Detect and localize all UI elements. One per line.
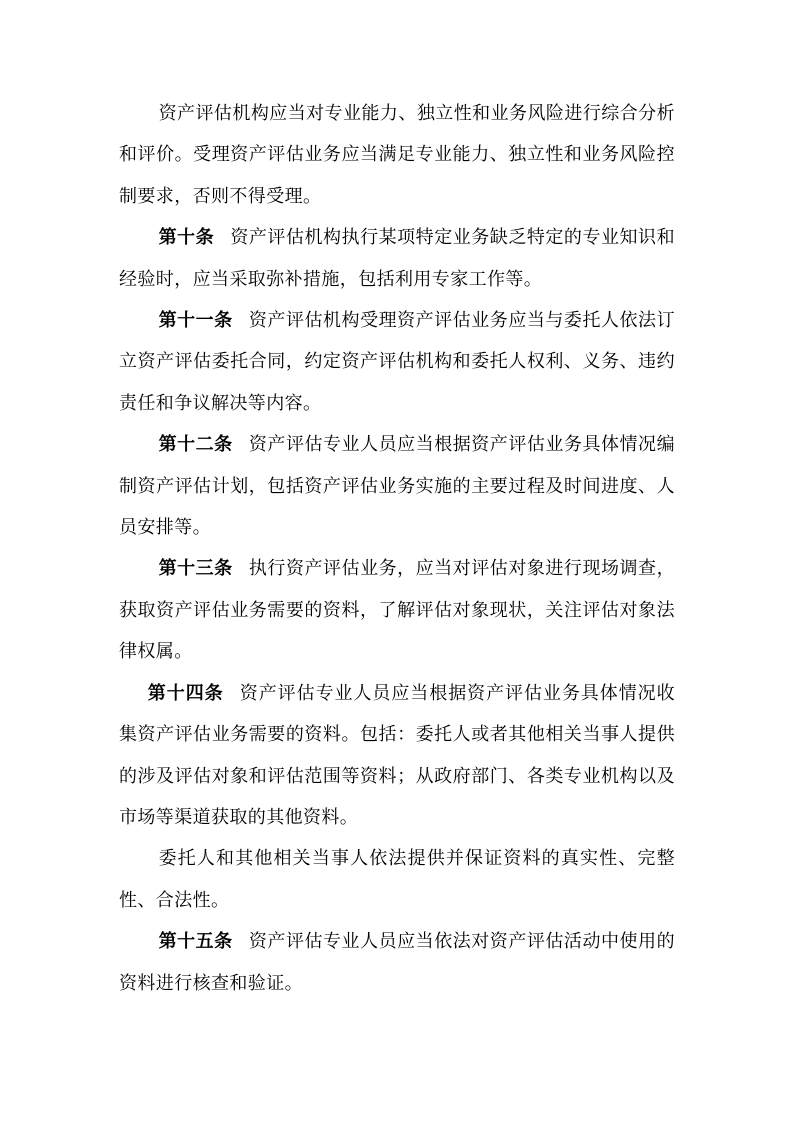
article-14 [119,673,675,839]
article-10-text: 资产评估机构执行某项特定业务缺乏特定的专业知识和经验时，应当采取弥补措施，包括利用专家工作等。 [119,227,675,290]
article-12-text: 资产评估专业人员应当根据资产评估业务具体情况编制资产评估计划，包括资产评估业务实施的主要过程及时间进度、人员安排等。 [119,434,675,539]
paragraph-text: 资产评估机构应当对专业能力、独立性和业务风险进行综合分析和评价。受理资产评估业务应当满足专业能力、独立性和业务风险控制要求，否则不得受理。 [119,103,675,207]
article-15 [119,921,675,1004]
article-10-heading: 第十条 [158,227,215,249]
article-13 [119,548,675,672]
article-14-text: 资产评估专业人员应当根据资产评估业务具体情况收集资产评估业务需要的资料。包括：委托人或者其他相关当事人提供的涉及评估对象和评估范围等资料；从政府部门、各类专业机构以及市场等渠道获取的其他资料。 [119,682,675,828]
article-13-heading: 第十三条 [158,558,233,580]
article-15-text: 资产评估专业人员应当依法对资产评估活动中使用的资料进行核查和验证。 [119,931,675,994]
paragraph-client-obligation [119,838,675,921]
article-12-heading: 第十二条 [158,434,233,456]
article-12 [119,424,675,548]
article-13-text: 执行资产评估业务，应当对评估对象进行现场调查，获取资产评估业务需要的资料，了解评估对象现状，关注评估对象法律权属。 [119,558,675,663]
article-10 [119,217,675,300]
article-11-text: 资产评估机构受理资产评估业务应当与委托人依法订立资产评估委托合同，约定资产评估机构和委托人权利、义务、违约责任和争议解决等内容。 [119,310,675,414]
paragraph-assessment-capability [119,93,675,217]
article-15-heading: 第十五条 [158,931,233,953]
article-11 [119,300,675,424]
paragraph-text: 委托人和其他相关当事人依法提供并保证资料的真实性、完整性、合法性。 [119,848,675,911]
document-page [119,93,675,1004]
article-14-heading: 第十四条 [147,682,224,704]
article-11-heading: 第十一条 [158,310,233,332]
